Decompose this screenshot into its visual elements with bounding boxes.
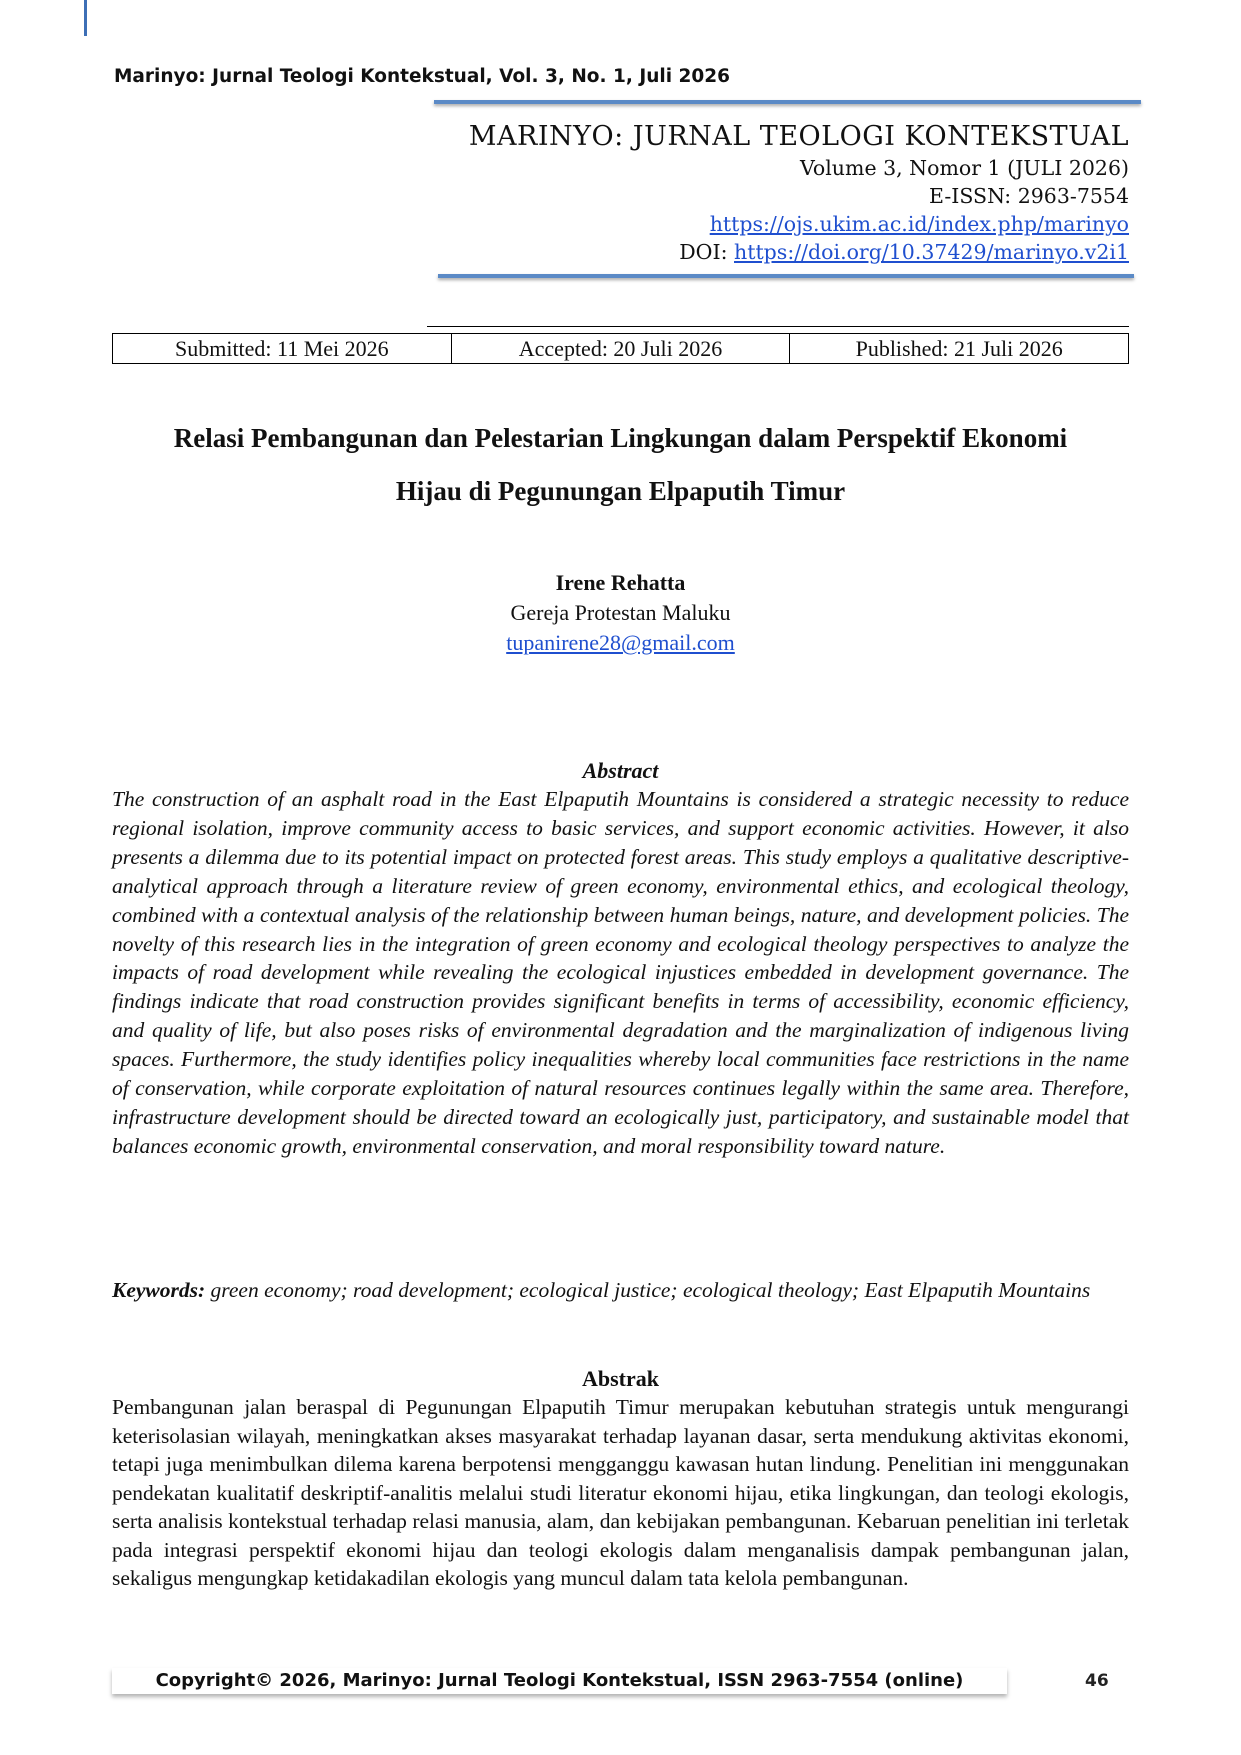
abstrak-heading: Abstrak	[581, 1366, 659, 1391]
corner-accent-bar	[84, 0, 87, 36]
header-rule-bottom	[438, 274, 1134, 278]
accepted-date: Accepted: 20 Juli 2026	[451, 334, 790, 363]
author-affiliation: Gereja Protestan Maluku	[510, 600, 731, 625]
page-number: 46	[1085, 1671, 1109, 1691]
journal-eissn: E-ISSN: 2963-7554	[929, 184, 1129, 208]
paper-title	[112, 412, 1129, 518]
abstract-text: The construction of an asphalt road in the East Elpaputih Mountains is considered a strategic necessity to reduce regional isolation, improve community access to basic services, and support economic activities. However, it also presents a dilemma due to its potential impact on protected forest areas. This study employs a qualitative descriptive-analytical approach through a literature review of green economy, environmental ethics, and ecological theology, combined with a contextual analysis of the relationship between human beings, nature, and development policies. The novelty of this research lies in the integration of green economy and ecological theology perspectives to analyze the impacts of road development while revealing the ecological injustices embedded in development governance. The findings indicate that road construction provides significant benefits in terms of accessibility, economic efficiency, and quality of life, but also poses risks of environmental degradation and the marginalization of indigenous living spaces. Furthermore, the study identifies policy inequalities whereby local communities face restrictions in the name of conservation, while corporate exploitation of natural resources continues legally within the same area. Therefore, infrastructure development should be directed toward an ecologically just, participatory, and sustainable model that balances economic growth, environmental conservation, and moral responsibility toward nature.	[112, 787, 1129, 1158]
keywords-text: green economy; road development; ecological justice; ecological theology; East Elpaputih Mountains	[205, 1278, 1091, 1302]
abstract-heading: Abstract	[582, 758, 659, 783]
header-rule-top	[434, 100, 1141, 104]
copyright-footer: Copyright© 2026, Marinyo: Jurnal Teologi Kontekstual, ISSN 2963-7554 (online)	[112, 1668, 1007, 1694]
journal-volume: Volume 3, Nomor 1 (JULI 2026)	[799, 156, 1129, 180]
published-date: Published: 21 Juli 2026	[789, 334, 1128, 363]
journal-url-link[interactable]: https://ojs.ukim.ac.id/index.php/marinyo	[709, 212, 1129, 236]
submitted-date: Submitted: 11 Mei 2026	[174, 336, 389, 361]
author-name: Irene Rehatta	[555, 570, 686, 595]
submission-dates-table	[112, 333, 1129, 364]
author-email-link[interactable]: tupanirene28@gmail.com	[506, 630, 735, 655]
journal-masthead	[469, 120, 1129, 266]
running-header: Marinyo: Jurnal Teologi Kontekstual, Vol. 3, No. 1, Juli 2026	[114, 66, 730, 87]
keywords-label: Keywords:	[112, 1278, 206, 1302]
paper-title-line-2: Hijau di Pegunungan Elpaputih Timur	[395, 476, 846, 506]
doi-label: DOI:	[679, 240, 734, 264]
paper-title-line-1: Relasi Pembangunan dan Pelestarian Lingkungan dalam Perspektif Ekonomi	[173, 423, 1068, 453]
abstrak-text: Pembangunan jalan beraspal di Pegunungan Elpaputih Timur merupakan kebutuhan strategis untuk mengurangi keterisolasian wilayah, meningkatkan akses masyarakat terhadap layanan dasar, serta mendukung aktivitas ekonomi, tetapi juga menimbulkan dilema karena berpotensi mengganggu kawasan hutan lindung. Penelitian ini menggunakan pendekatan kualitatif deskriptif-analitis melalui studi literatur ekonomi hijau, etika lingkungan, dan teologi ekologis, serta analisis kontekstual terhadap relasi manusia, alam, dan kebijakan pembangunan. Kebaruan penelitian ini terletak pada integrasi perspektif ekonomi hijau dan teologi ekologis dalam menganalisis dampak pembangunan jalan, sekaligus mengungkap ketidakadilan ekologis yang muncul dalam tata kelola pembangunan.	[112, 1395, 1129, 1590]
journal-name: MARINYO: JURNAL TEOLOGI KONTEKSTUAL	[468, 121, 1129, 152]
author-block	[112, 568, 1129, 658]
keywords	[112, 1276, 1129, 1305]
doi-link[interactable]: https://doi.org/10.37429/marinyo.v2i1	[734, 240, 1129, 264]
dates-top-rule	[427, 326, 1129, 327]
